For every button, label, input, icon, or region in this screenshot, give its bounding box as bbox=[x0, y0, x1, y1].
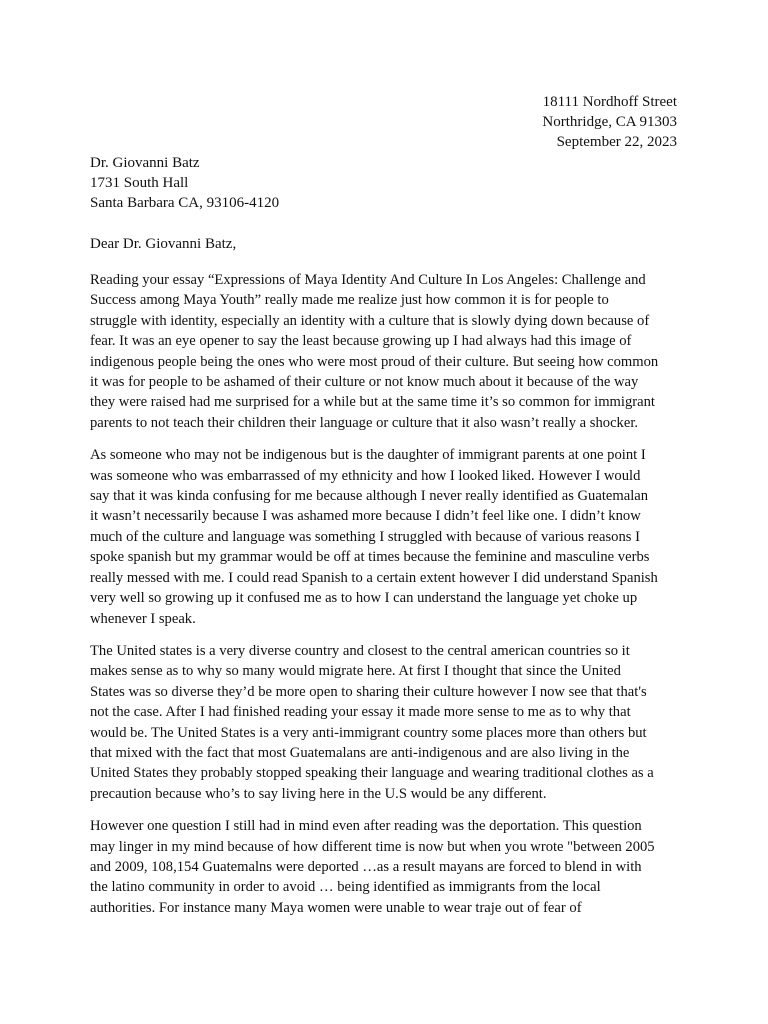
letter-date: September 22, 2023 bbox=[556, 134, 677, 150]
letter-body bbox=[90, 270, 680, 930]
text-line: the latino community in order to avoid … being identified as immigrants from the local bbox=[90, 879, 601, 896]
text-line: it was for people to be ashamed of their culture or not know much about it because of the way bbox=[90, 374, 639, 391]
text-line: parents to not teach their children their language or culture that it also wasn’t really a shocker. bbox=[90, 414, 639, 431]
text-line: they were raised had me surprised for a while but at the same time it’s so common for immigrant bbox=[90, 394, 655, 411]
text-line: really messed with me. I could read Spanish to a certain extent however I did understand Spanish bbox=[90, 569, 658, 586]
text-line: would be. The United States is a very anti-immigrant country some places more than others but bbox=[90, 724, 647, 741]
paragraph-1 bbox=[90, 270, 680, 433]
recipient-street: 1731 South Hall bbox=[90, 175, 189, 191]
text-line: Reading your essay “Expressions of Maya Identity And Culture In Los Angeles: Challenge and bbox=[90, 272, 646, 288]
sender-street: 18111 Nordhoff Street bbox=[542, 94, 677, 110]
text-line: was someone who was embarrassed of my ethnicity and how I looked liked. However I would bbox=[90, 467, 641, 484]
text-line: makes sense as to why so many would migrate here. At first I thought that since the United bbox=[90, 663, 621, 680]
text-line: authorities. For instance many Maya women were unable to wear traje out of fear of bbox=[90, 899, 582, 916]
text-line: say that it was kinda confusing for me because although I never really identified as Guatemalan bbox=[90, 488, 649, 505]
text-line: United States they probably stopped speaking their language and wearing traditional clothes as a bbox=[90, 765, 654, 782]
text-line: As someone who may not be indigenous but is the daughter of immigrant parents at one point I bbox=[90, 447, 646, 464]
text-line: struggle with identity, especially an identity with a culture that is slowly dying down because of bbox=[90, 312, 650, 329]
text-line: that mixed with the fact that most Guatemalans are anti-indigenous and are also living in the bbox=[90, 744, 630, 761]
text-line: and 2009, 108,154 Guatemalns were deported …as a result mayans are forced to blend in with bbox=[90, 858, 642, 875]
text-line: it wasn’t necessarily because I was ashamed more because I didn’t feel like one. I didn’t know bbox=[90, 508, 641, 525]
sender-address bbox=[542, 92, 677, 152]
text-line: States was so diverse they’d be more open to sharing their culture however I now see that that's bbox=[90, 683, 647, 700]
text-line: The United states is a very diverse country and closest to the central american countries so it bbox=[90, 642, 630, 659]
text-line: not the case. After I had finished reading your essay it made more sense to me as to why that bbox=[90, 704, 631, 721]
text-line: indigenous people being the ones who were most proud of their culture. But seeing how common bbox=[90, 353, 659, 370]
paragraph-3 bbox=[90, 641, 680, 804]
text-line: may linger in my mind because of how different time is now but when you wrote "between 2005 bbox=[90, 838, 655, 855]
text-line: fear. It was an eye opener to say the least because growing up I had always had this image of bbox=[90, 333, 632, 350]
text-line: very well so growing up it confused me as to how I can understand the language yet choke up bbox=[90, 590, 638, 607]
text-line: spoke spanish but my grammar would be off at times because the feminine and masculine verbs bbox=[90, 549, 650, 566]
text-line: However one question I still had in mind even after reading was the deportation. This question bbox=[90, 818, 642, 835]
salutation: Dear Dr. Giovanni Batz, bbox=[90, 236, 237, 252]
text-line: whenever I speak. bbox=[90, 610, 196, 627]
text-line: Success among Maya Youth” really made me realize just how common it is for people to bbox=[90, 292, 609, 309]
recipient-city: Santa Barbara CA, 93106-4120 bbox=[90, 195, 280, 211]
sender-city: Northridge, CA 91303 bbox=[542, 114, 677, 130]
recipient-address bbox=[90, 153, 279, 213]
text-line: much of the culture and language was something I struggled with because of various reasons I bbox=[90, 528, 640, 545]
recipient-name: Dr. Giovanni Batz bbox=[90, 155, 200, 171]
paragraph-2 bbox=[90, 445, 680, 629]
paragraph-4 bbox=[90, 816, 680, 918]
text-line: precaution because who’s to say living here in the U.S would be any different. bbox=[90, 785, 547, 802]
